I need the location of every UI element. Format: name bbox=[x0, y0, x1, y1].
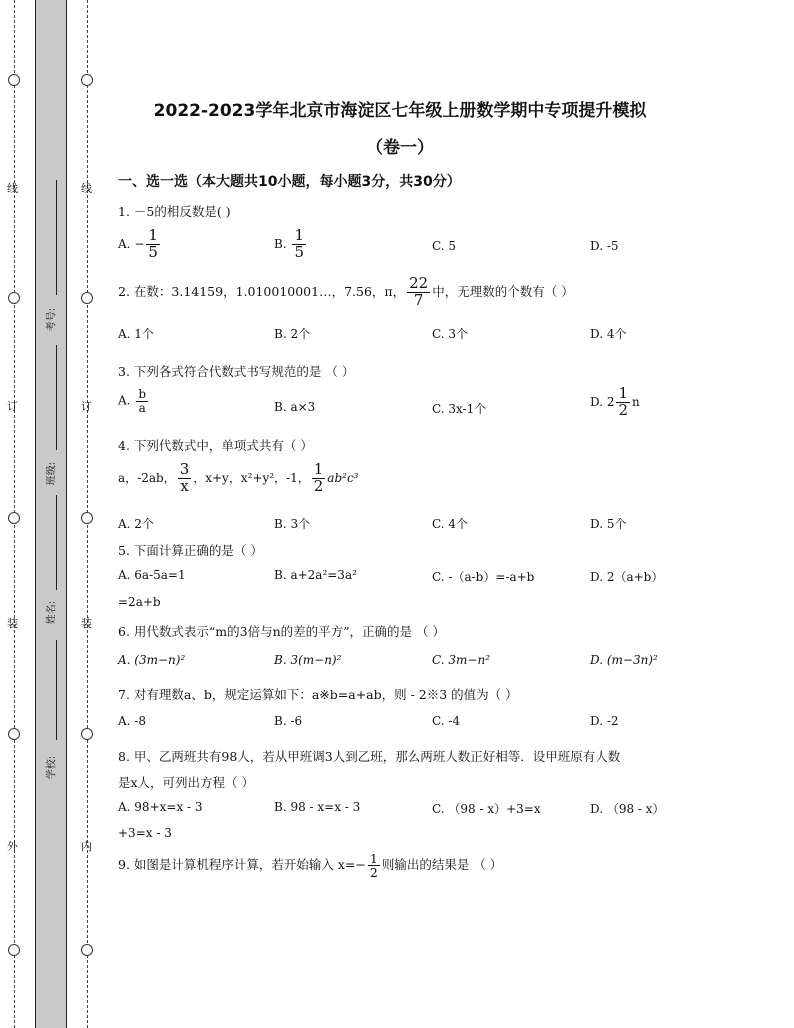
q6-option-b: B. 3(m−n)² bbox=[274, 653, 342, 667]
q2-option-b: B. 2个 bbox=[274, 327, 311, 341]
q1-option-d: D. -5 bbox=[590, 239, 619, 253]
binding-band bbox=[35, 0, 67, 1028]
q4-option-d: D. 5个 bbox=[590, 517, 627, 531]
punch-hole bbox=[81, 728, 93, 740]
question-8-stem-line1: 8. 甲、乙两班共有98人，若从甲班调3人到乙班，那么两班人数正好相等．设甲班原有人数 bbox=[118, 749, 621, 764]
q6-option-c: C. 3m−n² bbox=[432, 653, 490, 667]
field-exam-no: 考号: bbox=[46, 307, 58, 332]
punch-hole bbox=[8, 512, 20, 524]
punch-hole bbox=[8, 944, 20, 956]
gutter-inner-char: 内 bbox=[81, 840, 92, 853]
field-class: 班级: bbox=[46, 461, 58, 486]
q3-option-c: C. 3x-1个 bbox=[432, 402, 487, 416]
exam-subtitle: （卷一） bbox=[366, 138, 434, 158]
q2-option-a: A. 1个 bbox=[118, 327, 154, 341]
question-3-stem: 3. 下列各式符合代数式书写规范的是 （ ） bbox=[118, 364, 355, 379]
gutter-outer-char: 装 bbox=[7, 617, 18, 630]
punch-hole bbox=[81, 74, 93, 86]
q8-option-c: C. （98 - x）+3=x bbox=[432, 802, 541, 816]
field-school: 学校: bbox=[46, 755, 58, 780]
q3-option-d: D. 2 $\frac{1}{2}$ n bbox=[590, 384, 640, 419]
question-5-stem: 5. 下面计算正确的是（ ） bbox=[118, 543, 263, 558]
q2-option-d: D. 4个 bbox=[590, 327, 627, 341]
punch-hole bbox=[81, 944, 93, 956]
question-6-stem: 6. 用代数式表示“m的3倍与n的差的平方”，正确的是 （ ） bbox=[118, 624, 445, 639]
q1-option-b: B. $\frac{1}{5}$ bbox=[274, 226, 305, 261]
field-underline bbox=[56, 345, 57, 450]
q5-option-d-continued: =2a+b bbox=[118, 595, 161, 609]
gutter-outer-char: 外 bbox=[7, 840, 18, 853]
gutter-outer-char: 订 bbox=[7, 400, 18, 413]
q5-option-b: B. a+2a²=3a² bbox=[274, 568, 357, 582]
gutter-inner-char: 装 bbox=[81, 617, 92, 630]
q8-option-d-continued: +3=x - 3 bbox=[118, 826, 172, 840]
punch-hole bbox=[8, 74, 20, 86]
gutter-inner-char: 线 bbox=[81, 182, 92, 195]
q7-option-a: A. -8 bbox=[118, 714, 146, 728]
q7-option-c: C. -4 bbox=[432, 714, 461, 728]
q5-option-d: D. 2（a+b） bbox=[590, 570, 664, 584]
q3-option-b: B. a×3 bbox=[274, 400, 316, 414]
q3-option-a: A. $\frac{b}{a}$ bbox=[118, 387, 146, 415]
gutter-outer-char: 线 bbox=[7, 182, 18, 195]
q2-option-c: C. 3个 bbox=[432, 327, 469, 341]
field-underline bbox=[56, 495, 57, 590]
q6-option-a: A. (3m−n)² bbox=[118, 653, 186, 667]
exam-title: 2022-2023学年北京市海淀区七年级上册数学期中专项提升模拟 bbox=[153, 101, 647, 121]
punch-hole bbox=[81, 512, 93, 524]
q7-option-b: B. -6 bbox=[274, 714, 303, 728]
q4-expression-list: a，-2ab， $\frac{3}{x}$ ，x+y，x²+y²，-1， $\frac{1}{2}$ ab²c³ bbox=[118, 460, 359, 495]
q8-option-a: A. 98+x=x - 3 bbox=[118, 800, 203, 814]
q8-option-d: D. （98 - x） bbox=[590, 802, 665, 816]
question-9-stem: 9. 如图是计算机程序计算，若开始输入 x=− $\frac{1}{2}$ 则输出的结果是 （ ） bbox=[118, 851, 503, 881]
question-1-stem: 1. －5的相反数是( ) bbox=[118, 204, 231, 219]
field-name: 姓名: bbox=[46, 600, 58, 625]
q7-option-d: D. -2 bbox=[590, 714, 619, 728]
q1-option-c: C. 5 bbox=[432, 239, 457, 253]
question-2-stem: 2. 在数：3.14159，1.010010001…，7.56，π， $\frac{22}{7}$ 中，无理数的个数有（ ） bbox=[118, 274, 574, 309]
q5-option-a: A. 6a-5a=1 bbox=[118, 568, 186, 582]
punch-hole bbox=[81, 292, 93, 304]
punch-hole bbox=[8, 292, 20, 304]
section-heading: 一、选一选（本大题共10小题，每小题3分，共30分） bbox=[118, 174, 461, 190]
q4-option-c: C. 4个 bbox=[432, 517, 469, 531]
q6-option-d: D. (m−3n)² bbox=[590, 653, 658, 667]
punch-hole bbox=[8, 728, 20, 740]
q5-option-c: C. -（a-b）=-a+b bbox=[432, 570, 535, 584]
q4-option-a: A. 2个 bbox=[118, 517, 154, 531]
gutter-inner-char: 订 bbox=[81, 400, 92, 413]
q8-option-b: B. 98 - x=x - 3 bbox=[274, 800, 361, 814]
field-underline bbox=[56, 180, 57, 295]
question-7-stem: 7. 对有理数a、b，规定运算如下：a※b=a+ab，则 - 2※3 的值为（ ） bbox=[118, 687, 518, 702]
q4-option-b: B. 3个 bbox=[274, 517, 311, 531]
q1-option-a: A. − $\frac{1}{5}$ bbox=[118, 226, 158, 261]
question-4-stem: 4. 下列代数式中，单项式共有（ ） bbox=[118, 438, 313, 453]
field-underline bbox=[56, 640, 57, 740]
question-8-stem-line2: 是x人，可列出方程（ ） bbox=[118, 775, 255, 790]
